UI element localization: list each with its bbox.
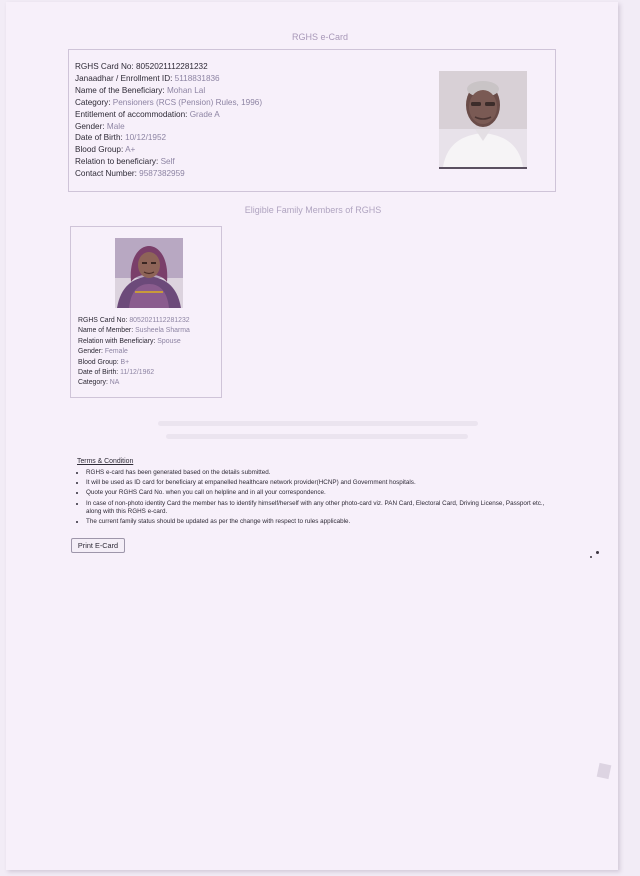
member-dob-row: Date of Birth: 11/12/1962	[78, 369, 155, 377]
beneficiary-photo	[439, 71, 527, 169]
member-card-number-row: RGHS Card No: 8052021112281232	[78, 317, 190, 324]
enrollment-id-value: 5118831836	[174, 73, 220, 83]
faded-text-line	[166, 434, 468, 439]
scan-speck	[596, 551, 599, 554]
beneficiary-details	[75, 61, 262, 180]
member-gender-value: Female	[104, 348, 128, 356]
print-ecard-button[interactable]: Print E-Card	[71, 538, 125, 553]
family-member-photo	[115, 238, 183, 308]
member-blood-group-row: Blood Group: B+	[78, 358, 130, 366]
scan-speck	[590, 556, 592, 558]
member-blood-group-value: B+	[120, 358, 130, 366]
family-member-photo-image	[115, 238, 183, 308]
terms-item: • Quote your RGHS Card No. when you call on helpline and in all your correspondence.	[86, 489, 557, 498]
member-name-row: Name of Member: Susheela Sharma	[78, 327, 190, 335]
blood-group-row: Blood Group: A+	[75, 145, 136, 155]
member-relation-row: Relation with Beneficiary: Spouse	[78, 337, 181, 345]
beneficiary-name-value: Mohan Lal	[166, 85, 206, 95]
beneficiary-photo-image	[439, 71, 527, 167]
terms-title: Terms & Condition	[77, 458, 134, 465]
member-name-value: Susheela Sharma	[135, 327, 190, 335]
terms-item: • The current family status should be updated as per the change with respect to rules applicable.	[86, 518, 557, 527]
terms-item: • In case of non-photo identity Card the member has to identify himself/herself with any other photo-card viz. PAN Card, Electoral Card, Driving License, Passport etc., along with this RGHS e-card.	[86, 500, 557, 517]
beneficiary-card	[68, 49, 556, 192]
dob-value: 10/12/1952	[125, 133, 167, 143]
card-number-value: 8052021112281232	[135, 62, 208, 71]
terms-item: • RGHS e-card has been generated based on the details submitted.	[86, 469, 557, 478]
member-card-number-value: 8052021112281232	[129, 317, 190, 324]
page-title: RGHS e-Card	[291, 32, 348, 42]
member-category-value: NA	[109, 379, 120, 387]
contact-row: Contact Number: 9587382959	[75, 169, 185, 179]
blood-group-value: A+	[125, 145, 136, 155]
accommodation-row: Entitlement of accommodation: Grade A	[75, 109, 220, 119]
beneficiary-name-row: Name of the Beneficiary: Mohan Lal	[75, 85, 206, 95]
member-relation-value: Spouse	[157, 337, 181, 345]
terms-section	[77, 458, 557, 529]
contact-value: 9587382959	[139, 169, 185, 179]
member-gender-row: Gender: Female	[78, 348, 128, 356]
category-value: Pensioners (RCS (Pension) Rules, 1996)	[112, 97, 263, 107]
relation-value: Self	[160, 157, 175, 167]
terms-list	[77, 469, 557, 527]
terms-item: • It will be used as ID card for beneficiary at empanelled healthcare network provider(HCNP) and Government hospitals.	[86, 479, 557, 488]
family-member-details	[78, 316, 190, 389]
faded-text-line	[158, 421, 478, 426]
family-member-card	[70, 226, 222, 398]
dob-row: Date of Birth: 10/12/1952	[75, 133, 167, 143]
card-number-row: RGHS Card No: 8052021112281232	[75, 62, 208, 71]
category-row: Category: Pensioners (RCS (Pension) Rules, 1996)	[75, 97, 263, 107]
gender-row: Gender: Male	[75, 121, 125, 131]
family-section-title: Eligible Family Members of RGHS	[244, 205, 382, 215]
relation-row: Relation to beneficiary: Self	[75, 157, 175, 167]
accommodation-value: Grade A	[189, 109, 220, 119]
enrollment-id-row: Janaadhar / Enrollment ID: 5118831836	[75, 73, 220, 83]
gender-value: Male	[106, 121, 125, 131]
member-dob-value: 11/12/1962	[120, 369, 155, 377]
member-category-row: Category: NA	[78, 379, 120, 387]
